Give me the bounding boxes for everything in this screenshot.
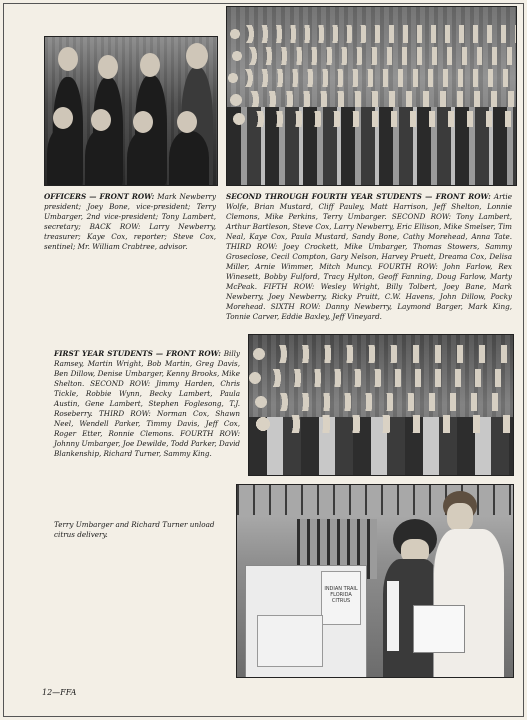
first-year-caption-heading: FIRST YEAR STUDENTS — FRONT ROW: [54,349,221,358]
upperclass-caption-heading: SECOND THROUGH FOURTH YEAR STUDENTS — FRONT ROW: [226,192,491,201]
officers-photo [44,36,218,186]
citrus-box-label-brand: INDIAN TRAIL [324,586,358,592]
officers-caption [44,192,216,252]
upperclass-caption [226,192,512,322]
first-year-group-photo [248,334,514,476]
page-folio: 12—FFA [42,688,77,697]
upperclass-caption-text: Artie Wolfe, Brian Mustard, Cliff Pauley, Matt Harrison, Jeff Shelton, Lonnie Clemons, Mike Perkins, Terry Umbarger. SECOND ROW: Tony Lambert, Arthur Bartleson, Steve Cox, Larry Newberry, Eric Ellison, Mike Smelser, Tim Neal, Kaye Cox, Paula Mustard, Sandy Bone, Cathy Morehead, Anna Tate. THIRD ROW: Joey Crockett, Mike Umbarger, Thomas Stowers, Sammy Groseclose, Cecil Compton, Gary Nelson, Harvey Pruett, Dreama Cox, Delisa Miller, Arnie Wimmer, Mitch Muncy. FOURTH ROW: John Farlow, Rex Winesett, Bobby Fulford, Tracy Hylton, Geoff Fanning, Doug Farlow, Marty McPeak. FIFTH ROW: Wesley Wright, Billy Tolbert, Joey Bane, Mark Newberry, Joey Newberry, Ricky Pruitt, C.W. Havens, John Dillow, Pocky Morehead. SIXTH ROW: Danny Newberry, Laymond Barger, Mark King, Tonnie Carver, Eddie Baxley, Jeff Vineyard. [226,192,512,321]
citrus-box-label-product: FLORIDA CITRUS [330,592,352,604]
upperclass-group-photo [226,6,517,186]
officers-caption-heading: OFFICERS — FRONT ROW: [44,192,155,201]
citrus-caption [54,520,230,540]
first-year-caption [54,349,240,459]
officers-caption-text: Mark Newberry president; Joey Bone, vice-president; Terry Umbarger, 2nd vice-president; Tony Lambert, secretary; BACK ROW: Larry Newberry, treasurer; Kaye Cox, reporter; Steve Cox, sentinel; Mr. William Crabtree, advisor. [44,192,216,251]
citrus-delivery-photo [236,484,514,678]
first-year-caption-text: Billy Ramsey, Martin Wright, Bob Martin, Greg Davis, Ben Dillow, Denise Umbarger, Kenny Brooks, Mike Shelton. SECOND ROW: Jimmy Harden, Chris Tickle, Robbie Wynn, Becky Lambert, Paula Austin, Gene Lambert, Stephen Foglesong, T.J. Roseberry. THIRD ROW: Norman Cox, Shawn Neel, Wendell Parker, Timmy Davis, Jeff Cox, Roger Etter, Ronnie Clemons. FOURTH ROW: Johnny Umbarger, Joe Dewilde, Todd Parker, David Blankenship, Richard Turner, Sammy King. [54,349,240,458]
citrus-caption-text: Terry Umbarger and Richard Turner unload citrus delivery. [54,520,215,539]
